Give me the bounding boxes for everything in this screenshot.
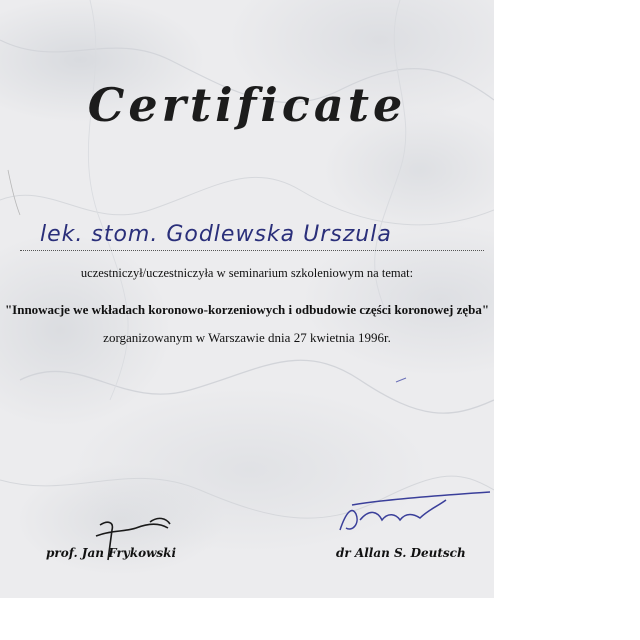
name-dotted-line (20, 250, 484, 251)
participation-text: uczestniczył/uczestniczyła w seminarium szkoleniowym na temat: (80, 266, 414, 280)
seminar-topic: "Innowacje we wkładach koronowo-korzeniowych i odbudowie części koronowej zęba" (4, 302, 490, 317)
signatory-left: prof. Jan Frykowski (46, 546, 177, 560)
recipient-name: lek. stom. Godlewska Urszula (40, 222, 392, 247)
certificate-title: Certificate (87, 78, 407, 132)
signatory-right: dr Allan S. Deutsch (336, 546, 466, 560)
organization-text: zorganizowanym w Warszawie dnia 27 kwietnia 1996r. (103, 330, 391, 345)
